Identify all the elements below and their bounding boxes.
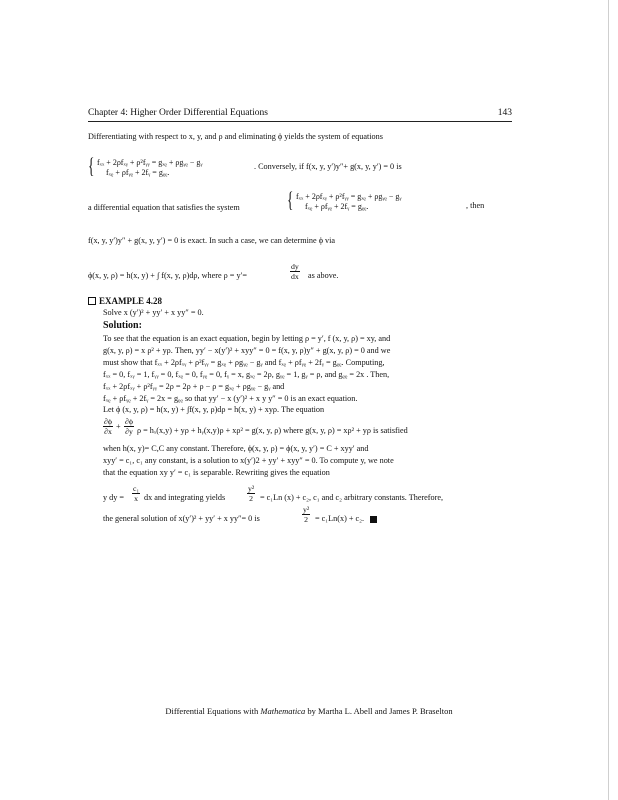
- separable-start: y dy =: [103, 493, 124, 502]
- solution-line-1: To see that the equation is an exact equation, begin by letting ρ = y′, f (x, y, ρ) = xy, and: [103, 334, 391, 343]
- solution-line-10: that the equation xy y′ = c₁ is separable. Rewriting gives the equation: [103, 468, 330, 477]
- converse-text: . Conversely, if f(x, y, y′)y″+ g(x, y, y′) = 0 is: [254, 162, 402, 171]
- page-number: 143: [497, 108, 512, 118]
- fraction-numerator: dy: [291, 262, 299, 271]
- phi-definition: ϕ(x, y, ρ) = h(x, y) + ∫ f(x, y, ρ)dρ, where ρ = y′=: [88, 271, 247, 280]
- y2-over-2-fraction: [247, 484, 255, 503]
- footer-software-name: Mathematica: [260, 706, 306, 716]
- left-brace: {: [287, 187, 294, 212]
- page-footer: [0, 706, 618, 716]
- pde-equation: ρ = hₓ(x,y) + yρ + hᵧ(x,y)ρ + xρ² = g(x, y, ρ) where g(x, y, ρ) = xρ² + yρ is satisfied: [137, 426, 408, 435]
- solution-line-7: Let ϕ (x, y, ρ) = h(x, y) + ∫f(x, y, ρ)dρ = h(x, y) + xyρ. The equation: [103, 405, 325, 414]
- exact-text: f(x, y, y′)y″ + g(x, y, y′) = 0 is exact. In such a case, we can determine ϕ via: [88, 236, 336, 245]
- fraction-numerator: ∂ϕ: [104, 417, 112, 426]
- fraction-numerator: y²: [248, 484, 255, 493]
- diffeq-text: a differential equation that satisfies the system: [88, 203, 240, 212]
- solution-line-2: g(x, y, ρ) = x ρ² + yρ. Then, yy′ − x(y′)² + xyy″ = 0 = f(x, y, ρ)y″ + g(x, y, ρ) = 0 and we: [103, 346, 391, 355]
- fraction-denominator: 2: [304, 515, 309, 524]
- checkbox-icon: [88, 297, 96, 305]
- footer-suffix: by Martha L. Abell and James P. Braselton: [305, 706, 453, 716]
- fraction-denominator: x: [134, 494, 139, 503]
- solution-label: Solution:: [103, 320, 142, 331]
- c1-over-x-fraction: [132, 484, 140, 503]
- example-heading: [88, 296, 162, 306]
- separable-middle: dx and integrating yields: [144, 493, 226, 502]
- general-y2-over-2-fraction: [302, 505, 310, 524]
- solution-line-6: fₓᵨ + ρfᵧᵨ + 2fᵧ = 2x = gᵨᵨ so that yy′ − x (y′)² + x y y″ = 0 is an exact equation.: [103, 394, 358, 403]
- solution-line-4: fₓₓ = 0, fₓᵧ = 1, fᵧᵧ = 0, fₓᵨ = 0, fᵧᵨ = 0, fᵧ = x, gₓᵨ = 2ρ, gᵧᵨ = 1, gᵧ = ρ, and gᵨᵨ = 2x . Then,: [103, 370, 390, 379]
- as-above-text: as above.: [308, 271, 339, 280]
- fraction-numerator: ∂ϕ: [125, 417, 133, 426]
- partial-phi-y-fraction: [124, 417, 134, 436]
- fraction-denominator: dx: [291, 272, 299, 281]
- solution-line-3: must show that fₓₓ + 2ρfₓᵧ + ρ²fᵧᵧ = gₓᵨ + ρgᵧᵨ − gᵧ and fₓᵨ + ρfᵧᵨ + 2fᵧ = gᵨᵨ. Computing,: [103, 358, 385, 367]
- solution-line-5: fₓₓ + 2ρfₓᵧ + ρ²fᵧᵧ = 2ρ = 2ρ + ρ − ρ = gₓᵨ + ρgᵧᵨ − gᵧ and: [103, 382, 285, 391]
- system-1-row-1: fₓₓ + 2ρfₓᵧ + ρ²fᵧᵧ = gₓᵨ + ρgᵧᵨ − gᵧ: [97, 158, 203, 167]
- fraction-denominator: ∂y: [125, 427, 133, 436]
- fraction-denominator: ∂x: [104, 427, 112, 436]
- page-edge: [608, 0, 609, 800]
- general-solution-rhs: = c₁Ln(x) + c₂.: [315, 514, 365, 523]
- partial-phi-x-fraction: [103, 417, 113, 436]
- system-2-row-2: fₓᵨ + ρfᵧᵨ + 2fᵧ = gᵨᵨ.: [305, 202, 369, 211]
- chapter-title: Chapter 4: Higher Order Differential Equations: [88, 108, 269, 118]
- fraction-numerator: c₁: [133, 484, 140, 493]
- then-text: , then: [466, 201, 485, 210]
- plus-sign: +: [116, 422, 121, 431]
- left-brace: {: [88, 153, 95, 178]
- page-header: [88, 108, 512, 122]
- system-2-row-1: fₓₓ + 2ρfₓᵧ + ρ²fᵧᵧ = gₓᵨ + ρgᵧᵨ − gᵧ: [296, 192, 402, 201]
- intro-text: Differentiating with respect to x, y, and ρ and eliminating ϕ yields the system of equations: [88, 132, 383, 141]
- solution-line-8: when h(x, y)= C,C any constant. Therefore, ϕ(x, y, ρ) = ϕ(x, y, y′) = C + xyy′ and: [103, 444, 369, 453]
- general-solution-start: the general solution of x(y′)² + yy′ + x yy″= 0 is: [103, 514, 260, 523]
- solution-line-9: xyy′ = c₁, c₁ any constant, is a solution to x(y′)2 + yy′ + xyy″ = 0. To compute y, we note: [103, 456, 394, 465]
- footer-prefix: Differential Equations with: [165, 706, 261, 716]
- fraction-denominator: 2: [249, 494, 254, 503]
- general-solution-end: [315, 514, 377, 523]
- separable-end: = c₁Ln (x) + c₂, c₁ and c₂ arbitrary constants. Therefore,: [260, 493, 444, 502]
- fraction-numerator: y²: [303, 505, 310, 514]
- system-1-row-2: fₓᵨ + ρfᵧᵨ + 2fᵧ = gᵨᵨ.: [106, 168, 170, 177]
- end-of-proof-icon: [370, 516, 377, 523]
- dy-dx-fraction: [290, 262, 300, 281]
- example-problem: Solve x (y′)² + yy′ + x yy″ = 0.: [103, 308, 204, 317]
- example-title: EXAMPLE 4.28: [99, 296, 162, 306]
